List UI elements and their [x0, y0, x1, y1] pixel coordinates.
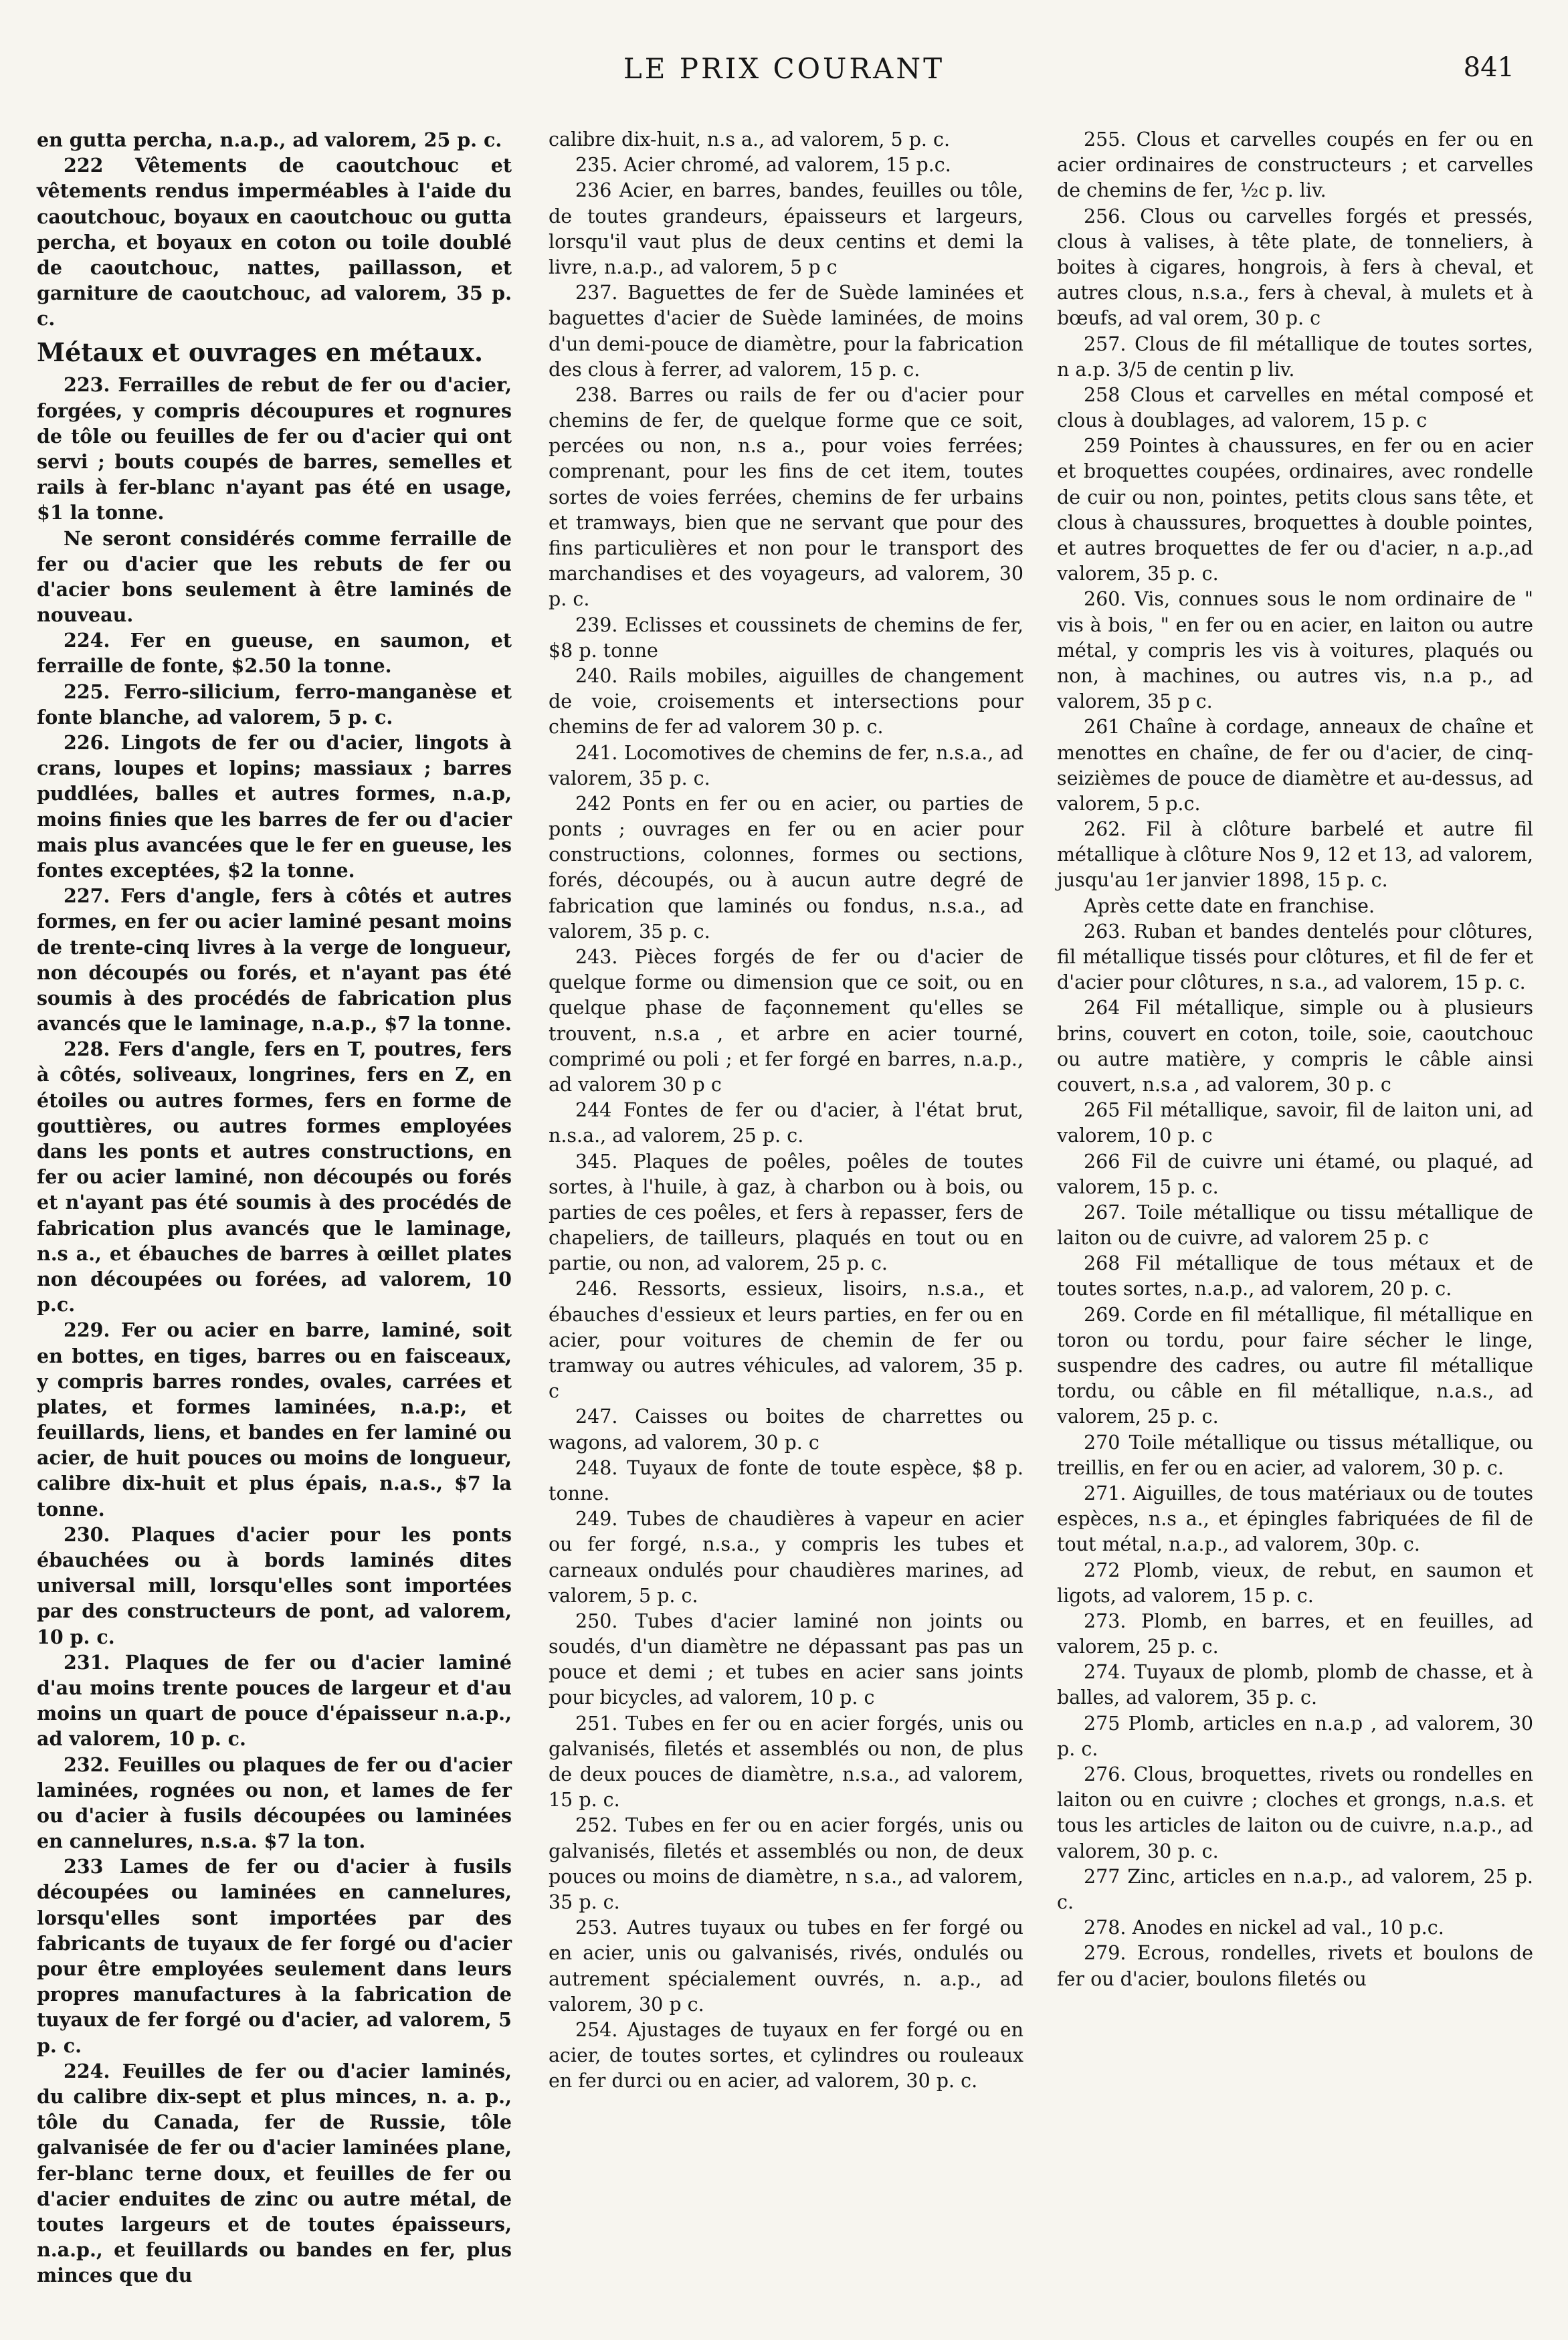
- tariff-item: 268 Fil métallique de tous métaux et de toutes sortes, n.a.p., ad valorem, 20 p. c.: [1057, 1252, 1533, 1300]
- page-number: 841: [1463, 52, 1514, 83]
- tariff-item: 248. Tuyaux de fonte de toute espèce, $8 p. tonne.: [549, 1456, 1023, 1504]
- page-header: [0, 47, 1568, 94]
- tariff-item: 233 Lames de fer ou d'acier à fusils découpées ou laminées en cannelures, lorsqu'elles sont importées par des fabricants de tuyaux de fer forgé ou d'acier pour être employées seulement dans leurs propres manufactures à la fabrication de tuyaux de fer forgé ou d'acier, ad valorem, 5 p. c.: [37, 1855, 512, 2057]
- tariff-item: 224. Feuilles de fer ou d'acier laminés, du calibre dix-sept et plus minces, n. a. p., tôle du Canada, fer de Russie, tôle galvanisée de fer ou d'acier laminées plane, fer-blanc terne doux, et feuilles de fer ou d'acier enduites de zinc ou autre métal, de toutes largeurs et de toutes épaisseurs, n.a.p., et feuillards ou bandes en fer, plus minces que du: [37, 2059, 512, 2287]
- tariff-item: 244 Fontes de fer ou d'acier, à l'état brut, n.s.a., ad valorem, 25 p. c.: [549, 1099, 1023, 1147]
- column-3: [1057, 127, 1533, 1992]
- tariff-item: 271. Aiguilles, de tous matériaux ou de toutes espèces, n.s a., et épingles fabriquées de fil de tout métal, n.a.p., ad valorem, 30p. c.: [1057, 1482, 1533, 1556]
- column-1: [37, 127, 512, 2288]
- tariff-item: 259 Pointes à chaussures, en fer ou en acier et broquettes coupées, ordinaires, avec rondelle de cuir ou non, pointes, petits clous sans tête, et clous à chaussures, broquettes à double pointes, et autres broquettes de fer ou d'acier, n a.p.,ad valorem, 35 p. c.: [1057, 435, 1533, 585]
- tariff-item: 238. Barres ou rails de fer ou d'acier pour chemins de fer, de quelque forme que ce soit, percées ou non, n.s a., pour voies ferrées; comprenant, pour les fins de cet item, toutes sortes de voies ferrées, chemins de fer urbains et tramways, bien que ne servant que pour des fins particulières et non pour le transport des marchandises et des voyageurs, ad valorem, 30 p. c.: [549, 383, 1023, 611]
- tariff-item: 275 Plomb, articles en n.a.p , ad valorem, 30 p. c.: [1057, 1712, 1533, 1760]
- tariff-item: 240. Rails mobiles, aiguilles de changement de voie, croisements et intersections pour chemins de fer ad valorem 30 p. c.: [549, 664, 1023, 739]
- tariff-item: 249. Tubes de chaudières à vapeur en acier ou fer forgé, n.s.a., y compris les tubes et carneaux ondulés pour chaudières marines, ad valorem, 5 p. c.: [549, 1508, 1023, 1607]
- tariff-item: 273. Plomb, en barres, et en feuilles, ad valorem, 25 p. c.: [1057, 1610, 1533, 1658]
- tariff-item: 231. Plaques de fer ou d'acier laminé d'au moins trente pouces de largeur et d'au moins un quart de pouce d'épaisseur n.a.p., ad valorem, 10 p. c.: [37, 1650, 512, 1751]
- tariff-item: 228. Fers d'angle, fers en T, poutres, fers à côtés, soliveaux, longrines, fers en Z, en étoiles ou autres formes, fers en forme de gouttières, ou autres formes employées dans les ponts et autres constructions, en fer ou acier laminé, non découpés ou forés et n'ayant pas été soumis à des procédés de fabrication plus avancés que le laminage, n.s a., et ébauches de barres à œillet plates non découpées ou forées, ad valorem, 10 p.c.: [37, 1038, 512, 1317]
- tariff-item: 226. Lingots de fer ou d'acier, lingots à crans, loupes et lopins; massiaux ; barres puddlées, balles et autres formes, n.a.p, moins finies que les barres de fer ou d'acier mais plus avancées que le fer en gueuse, les fontes exceptées, $2 la tonne.: [37, 731, 512, 882]
- tariff-item: 272 Plomb, vieux, de rebut, en saumon et ligots, ad valorem, 15 p. c.: [1057, 1559, 1533, 1607]
- page-title: LE PRIX COURANT: [623, 52, 945, 85]
- tariff-item: 262. Fil à clôture barbelé et autre fil métallique à clôture Nos 9, 12 et 13, ad valorem, jusqu'au 1er janvier 1898, 15 p. c.: [1057, 818, 1533, 892]
- tariff-item: 224. Fer en gueuse, en saumon, et ferraille de fonte, $2.50 la tonne.: [37, 629, 512, 678]
- tariff-item: 232. Feuilles ou plaques de fer ou d'acier laminées, rognées ou non, et lames de fer ou d'acier à fusils découpées ou laminées en cannelures, n.s.a. $7 la ton.: [37, 1753, 512, 1853]
- tariff-item: 247. Caisses ou boites de charrettes ou wagons, ad valorem, 30 p. c: [549, 1405, 1023, 1454]
- tariff-item: 243. Pièces forgés de fer ou d'acier de quelque forme ou dimension que ce soit, ou en quelque phase de façonnement qu'elles se trouvent, n.s.a , et arbre en acier tourné, comprimé ou poli ; et fer forgé en barres, n.a.p., ad valorem 30 p c: [549, 946, 1023, 1096]
- tariff-item: 225. Ferro-silicium, ferro-manganèse et fonte blanche, ad valorem, 5 p. c.: [37, 680, 512, 728]
- tariff-item: 255. Clous et carvelles coupés en fer ou en acier ordinaires de constructeurs ; et carvelles de chemins de fer, ½c p. liv.: [1057, 128, 1533, 202]
- tariff-item: 241. Locomotives de chemins de fer, n.s.a., ad valorem, 35 p. c.: [549, 741, 1023, 789]
- tariff-item: 269. Corde en fil métallique, fil métallique en toron ou tordu, pour faire sécher le linge, suspendre des cadres, ou autre fil métallique tordu, ou câble en fil métallique, n.a.s., ad valorem, 25 p. c.: [1057, 1303, 1533, 1428]
- tariff-item: 345. Plaques de poêles, poêles de toutes sortes, à l'huile, à gaz, à charbon ou à bois, ou parties de ces poêles, et fers à repasser, fers de chapeliers, de tailleurs, plaqués en tout ou en partie, ou non, ad valorem, 25 p. c.: [549, 1150, 1023, 1275]
- tariff-item: 253. Autres tuyaux ou tubes en fer forgé ou en acier, unis ou galvanisés, rivés, ondulés ou autrement spécialement ouvrés, n. a.p., ad valorem, 30 p c.: [549, 1917, 1023, 2016]
- tariff-item: 270 Toile métallique ou tissus métallique, ou treillis, en fer ou en acier, ad valorem, 30 p. c.: [1057, 1431, 1533, 1479]
- tariff-item: 250. Tubes d'acier laminé non joints ou soudés, d'un diamètre ne dépassant pas pas un pouce et demi ; et tubes en acier sans joints pour bicycles, ad valorem, 10 p. c: [549, 1610, 1023, 1709]
- tariff-item: 257. Clous de fil métallique de toutes sortes, n a.p. 3/5 de centin p liv.: [1057, 332, 1533, 381]
- tariff-item: 252. Tubes en fer ou en acier forgés, unis ou galvanisés, filetés et assemblés ou non, de deux pouces ou moins de diamètre, n s.a., ad valorem, 35 p. c.: [549, 1814, 1023, 1913]
- tariff-item: Après cette date en franchise.: [1084, 894, 1375, 917]
- tariff-item: 237. Baguettes de fer de Suède laminées et baguettes d'acier de Suède laminées, de moins d'un demi-pouce de diamètre, pour la fabrication des clous à ferrer, ad valorem, 15 p. c.: [549, 282, 1024, 381]
- tariff-item: 229. Fer ou acier en barre, laminé, soit en bottes, en tiges, barres ou en faisceaux, y compris barres rondes, ovales, carrées et plates, et formes laminées, n.a.p:, et feuillards, liens, et bandes en fer laminé ou acier, de huit pouces ou moins de longueur, calibre dix-huit et plus épais, n.a.s., $7 la tonne.: [37, 1319, 512, 1521]
- tariff-item: 277 Zinc, articles en n.a.p., ad valorem, 25 p. c.: [1057, 1865, 1533, 1913]
- tariff-item: 251. Tubes en fer ou en acier forgés, unis ou galvanisés, filetés et assemblés ou non, de plus de deux pouces de diamètre, n.s.a., ad valorem, 15 p. c.: [549, 1712, 1023, 1812]
- tariff-item: 263. Ruban et bandes dentelés pour clôtures, fil métallique tissés pour clôtures, et fil de fer et d'acier pour clôtures, n s.a., ad valorem, 15 p. c.: [1057, 920, 1533, 994]
- tariff-item: 265 Fil métallique, savoir, fil de laiton uni, ad valorem, 10 p. c: [1057, 1099, 1533, 1147]
- tariff-item: 236 Acier, en barres, bandes, feuilles ou tôle, de toutes grandeurs, épaisseurs et largeurs, lorsqu'il vaut plus de deux centins et demi la livre, n.a.p., ad valorem, 5 p c: [549, 179, 1023, 278]
- tariff-item: 256. Clous ou carvelles forgés et pressés, clous à valises, à tête plate, de tonneliers, à boites à cigares, hongrois, à fers à cheval, et autres clous, n.s.a., fers à cheval, à mulets et à bœufs, ad val orem, 30 p. c: [1057, 205, 1533, 330]
- tariff-item: 278. Anodes en nickel ad val., 10 p.c.: [1084, 1917, 1444, 1939]
- tariff-item: 264 Fil métallique, simple ou à plusieurs brins, couvert en coton, toile, soie, caoutchouc ou autre matière, y compris le câble ainsi couvert, n.s.a , ad valorem, 30 p. c: [1057, 997, 1533, 1096]
- tariff-item: en gutta percha, n.a.p., ad valorem, 25 p. c.: [37, 128, 502, 151]
- tariff-item: 254. Ajustages de tuyaux en fer forgé ou en acier, de toutes sortes, et cylindres ou rouleaux en fer durci ou en acier, ad valorem, 30 p. c.: [549, 2018, 1023, 2092]
- tariff-item: 222 Vêtements de caoutchouc et vêtements rendus imperméables à l'aide du caoutchouc, boyaux en caoutchouc ou gutta percha, et boyaux en coton ou toile doublé de caoutchouc, nattes, paillasson, et garniture de caoutchouc, ad valorem, 35 p. c.: [37, 154, 512, 330]
- tariff-item: 242 Ponts en fer ou en acier, ou parties de ponts ; ouvrages en fer ou en acier pour constructions, colonnes, formes ou sections, forés, découpés, ou à aucun autre degré de fabrication que laminés ou fondus, n.s.a., ad valorem, 35 p. c.: [549, 792, 1023, 943]
- tariff-item: 235. Acier chromé, ad valorem, 15 p.c.: [575, 154, 951, 177]
- tariff-item: 267. Toile métallique ou tissu métallique de laiton ou de cuivre, ad valorem 25 p. c: [1057, 1201, 1533, 1250]
- tariff-item: 279. Ecrous, rondelles, rivets et boulons de fer ou d'acier, boulons filetés ou: [1057, 1942, 1533, 1990]
- tariff-item: 230. Plaques d'acier pour les ponts ébauchées ou à bords laminés dites universal mill, lorsqu'elles sont importées par des constructeurs de pont, ad valorem, 10 p. c.: [37, 1523, 512, 1648]
- tariff-item: Ne seront considérés comme ferraille de fer ou d'acier que les rebuts de fer ou d'acier bons seulement à être laminés de nouveau.: [37, 526, 512, 627]
- tariff-item: 260. Vis, connues sous le nom ordinaire de " vis à bois, " en fer ou en acier, en laiton ou autre métal, y compris les vis à voitures, plaqués ou non, à machines, ou autres vis, n.a p., ad valorem, 35 p c.: [1057, 588, 1533, 713]
- section-heading: Métaux et ouvrages en métaux.: [37, 336, 484, 367]
- tariff-item: 258 Clous et carvelles en métal composé et clous à doublages, ad valorem, 15 p. c: [1057, 383, 1533, 432]
- tariff-item: calibre dix-huit, n.s a., ad valorem, 5 p. c.: [549, 128, 951, 151]
- tariff-item: 274. Tuyaux de plomb, plomb de chasse, et à balles, ad valorem, 35 p. c.: [1057, 1661, 1533, 1709]
- tariff-item: 227. Fers d'angle, fers à côtés et autres formes, en fer ou acier laminé pesant moins de trente-cinq livres à la verge de longueur, non découpés ou forés, et n'ayant pas été soumis à des procédés de fabrication plus avancés que le laminage, n.a.p., $7 la tonne.: [37, 884, 512, 1036]
- tariff-item: 266 Fil de cuivre uni étamé, ou plaqué, ad valorem, 15 p. c.: [1057, 1150, 1533, 1198]
- tariff-item: 223. Ferrailles de rebut de fer ou d'acier, forgées, y compris découpures et rognures de tôle ou feuilles de fer ou d'acier qui ont servi ; bouts coupés de barres, semelles et rails à fer-blanc n'ayant pas été en usage, $1 la tonne.: [37, 373, 512, 524]
- tariff-item: 276. Clous, broquettes, rivets ou rondelles en laiton ou en cuivre ; cloches et grongs, n.a.s. et tous les articles de laiton ou de cuivre, n.a.p., ad valorem, 30 p. c.: [1057, 1763, 1533, 1862]
- tariff-item: 261 Chaîne à cordage, anneaux de chaîne et menottes en chaîne, de fer ou d'acier, de cinq-seizièmes de pouce de diamètre et au-dessus, ad valorem, 5 p.c.: [1057, 716, 1533, 815]
- tariff-item: 239. Eclisses et coussinets de chemins de fer, $8 p. tonne: [549, 613, 1023, 662]
- column-2: [549, 127, 1023, 2094]
- tariff-item: 246. Ressorts, essieux, lisoirs, n.s.a., et ébauches d'essieux et leurs parties, en fer ou en acier, pour voitures de chemin de fer ou tramway ou autres véhicules, ad valorem, 35 p. c: [549, 1278, 1023, 1403]
